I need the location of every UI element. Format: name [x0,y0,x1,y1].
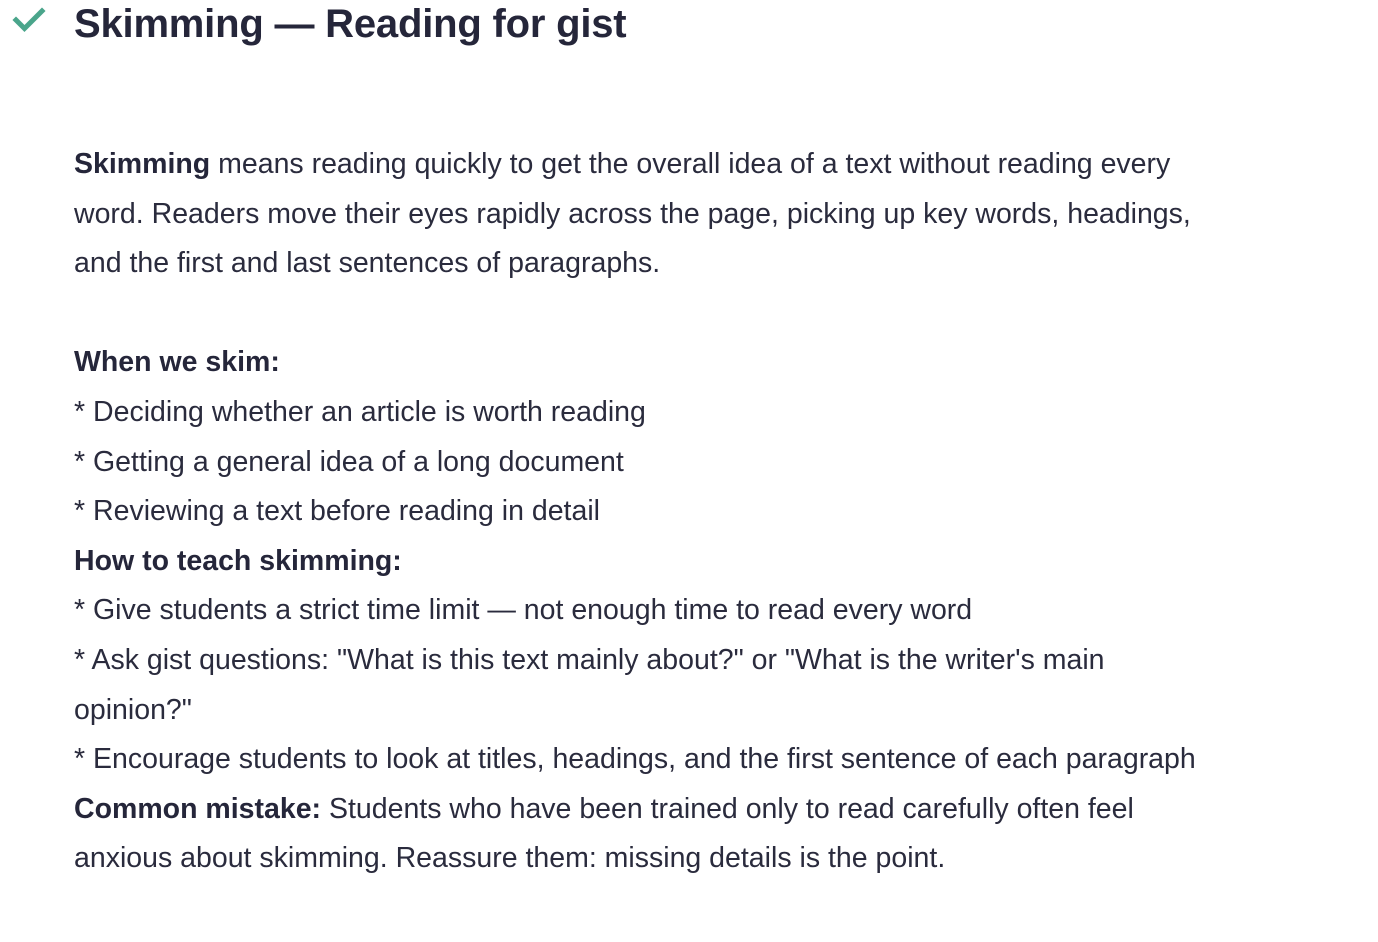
list-item: * Getting a general idea of a long document [74,438,1224,488]
common-mistake-text: Students who have been trained only to read carefully often feel anxious about skimming. Reassure them: missing details is the point. [74,792,1134,875]
lesson-content [74,140,1224,884]
section-title: Skimming — Reading for gist [74,2,627,46]
intro-paragraph [74,140,1224,289]
list-item: * Reviewing a text before reading in detail [74,487,1224,537]
common-mistake-paragraph [74,785,1224,884]
checkmark-icon [12,6,46,36]
list-item: * Deciding whether an article is worth reading [74,388,1224,438]
when-we-skim-heading: When we skim: [74,346,280,379]
list-item: * Give students a strict time limit — not enough time to read every word [74,586,1224,636]
how-to-teach-heading: How to teach skimming: [74,544,402,577]
list-item: * Ask gist questions: "What is this text mainly about?" or "What is the writer's main opinion?" [74,636,1224,735]
common-mistake-label: Common mistake: [74,792,322,825]
intro-term: Skimming [74,148,211,180]
list-item: * Encourage students to look at titles, headings, and the first sentence of each paragraph [74,735,1224,785]
intro-text: means reading quickly to get the overall idea of a text without reading every word. Readers move their eyes rapidly across the page, picking up key words, headings, and the first and last sentences of paragraphs. [74,148,1191,280]
